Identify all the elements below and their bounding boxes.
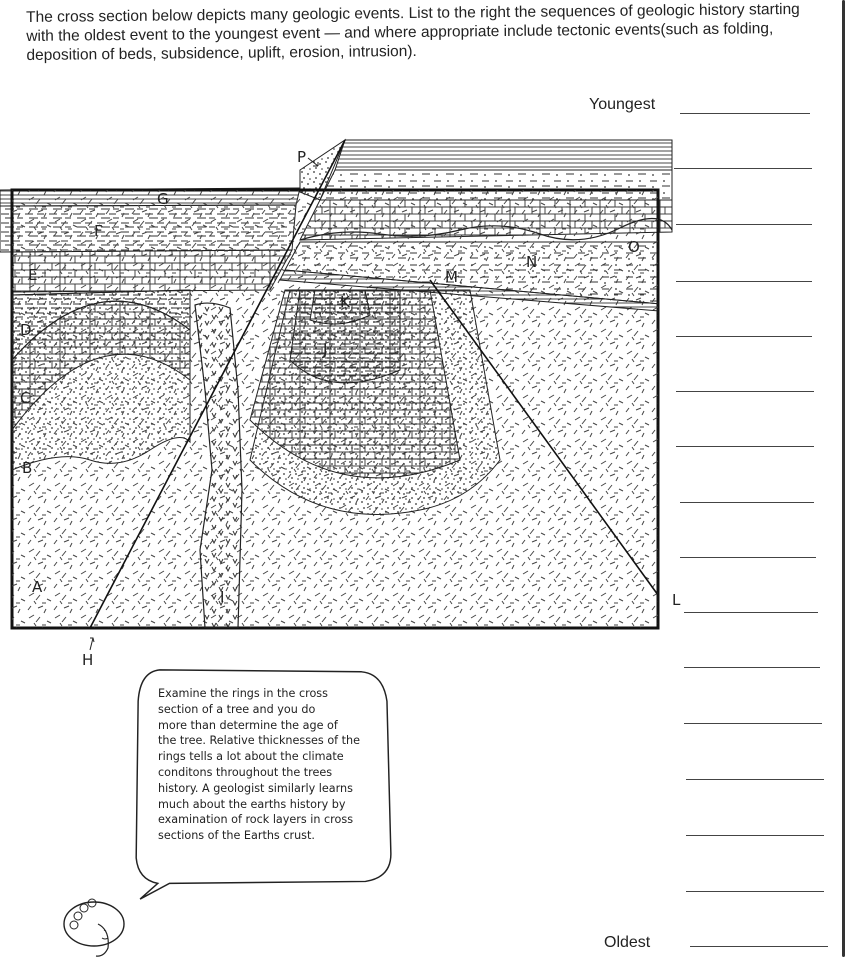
label-g: G [157,190,169,208]
label-c: C [20,389,31,407]
answer-blank[interactable] [686,891,824,892]
note-line: Examine the rings in the cross [158,687,328,700]
page-border [842,0,845,957]
label-k: K [340,293,350,311]
label-i: I [220,588,225,606]
answer-blank[interactable] [680,502,814,503]
instructions-text: The cross section below depicts many geologic events. List to the right the sequences of geologic history starting with the oldest event to the youngest event — and where appropriate include tectonic events(such as folding, deposition of beds, subsidence, uplift, erosion, intrusion). [26,0,800,64]
answer-blank[interactable] [684,612,818,613]
youngest-label: Youngest [589,96,656,113]
answer-blank[interactable] [686,779,824,780]
label-b: B [22,459,33,477]
mascot-icon [58,890,138,957]
label-e: E [28,266,38,284]
answer-blank[interactable] [686,835,824,836]
note-line: conditons throughout the trees [158,765,333,779]
note-line: sections of the Earths crust. [158,829,315,843]
label-m: M [445,268,458,286]
label-f: F [94,222,103,240]
answer-blank[interactable] [684,723,822,724]
label-d: D [20,321,32,339]
answer-blank[interactable] [684,667,820,668]
answer-blank[interactable] [690,946,828,947]
note-line: much about the earths history by [158,797,346,811]
note-line: rings tells a lot about the climate [158,750,344,764]
arrow-h-icon [90,638,94,650]
note-line: section of a tree and you do [158,702,316,716]
label-a: A [32,578,43,596]
label-o: O [628,238,640,256]
label-p: P [297,148,307,166]
oldest-label: Oldest [604,934,651,951]
answer-blank[interactable] [680,113,810,114]
answer-blank[interactable] [680,557,816,558]
note-text [158,686,398,844]
note-line: history. A geologist similarly learns [158,781,353,795]
label-j: J [323,341,328,359]
label-n: N [526,253,538,271]
label-h: H [82,651,94,669]
label-l: L [672,591,681,609]
geologic-cross-section [0,130,700,670]
note-line: examination of rock layers in cross [158,813,354,827]
note-line: more than determine the age of [158,718,338,732]
note-line: the tree. Relative thicknesses of the [158,734,361,748]
